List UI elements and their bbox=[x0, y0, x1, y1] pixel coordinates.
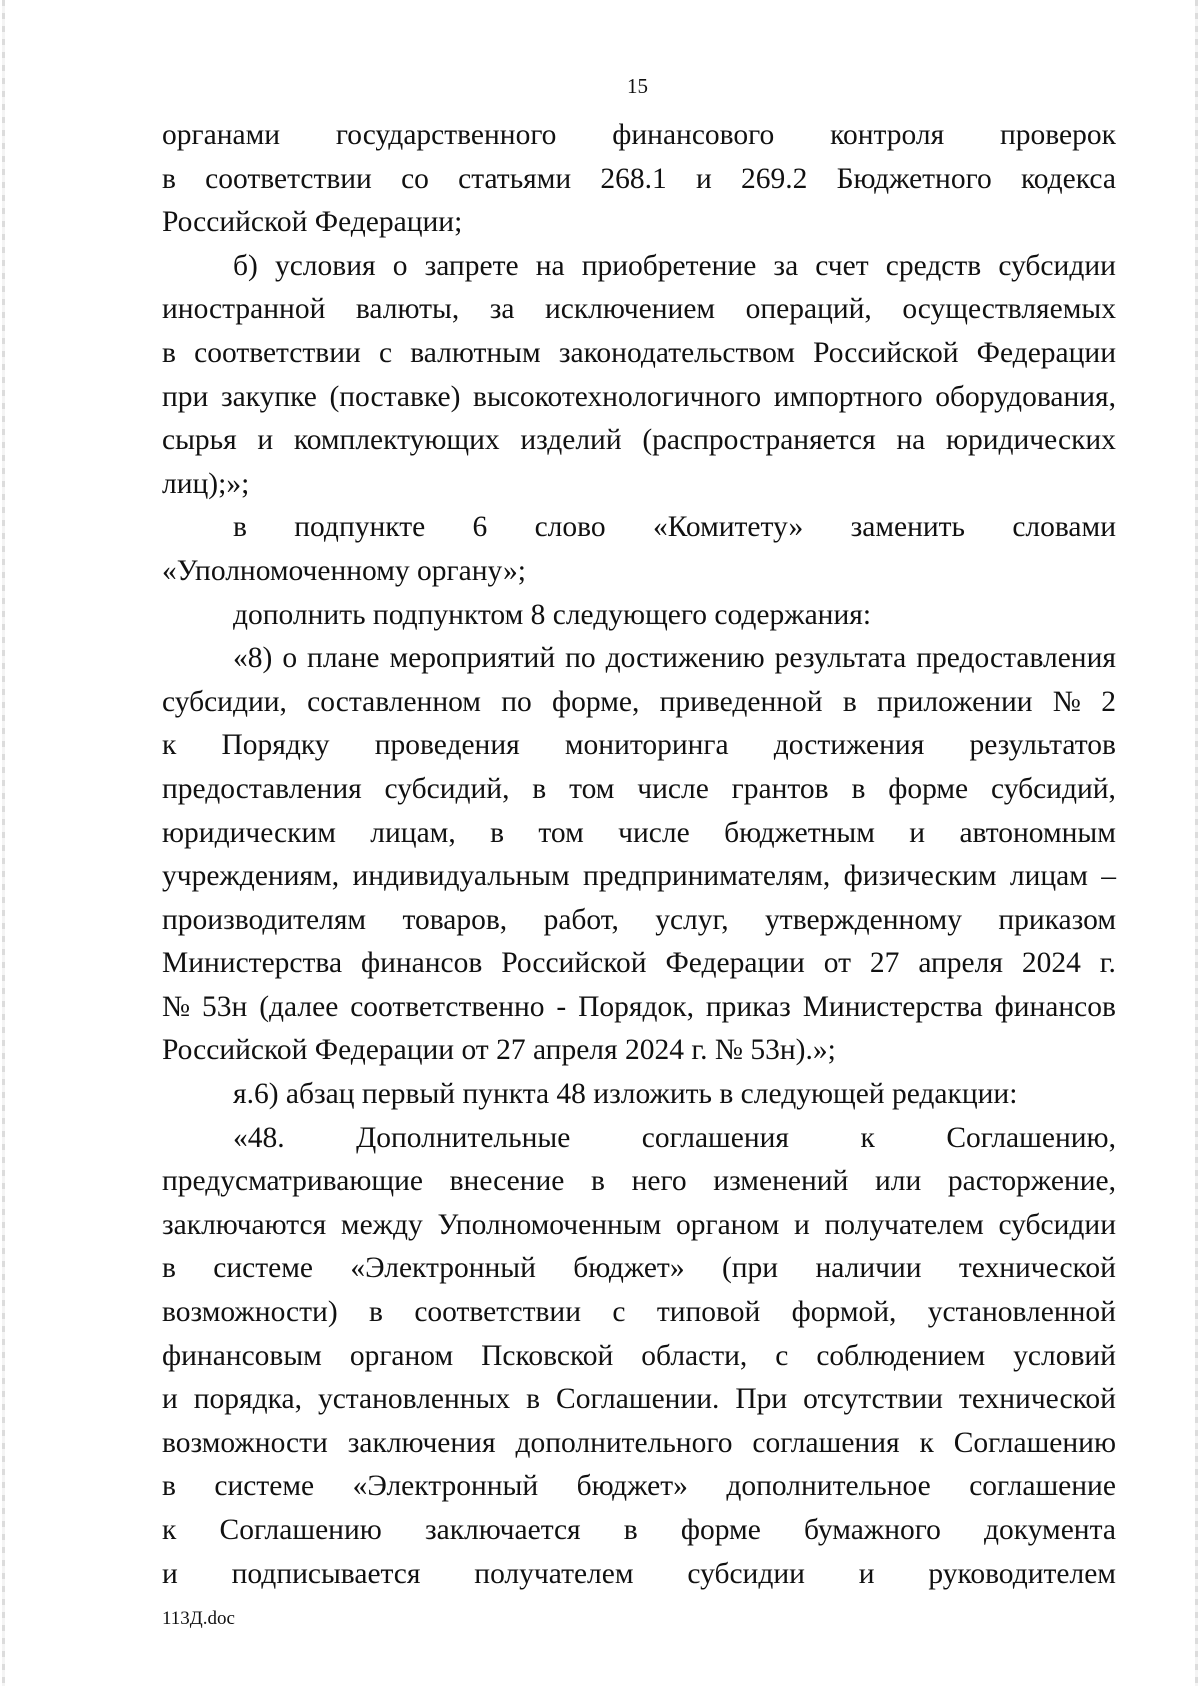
word: или bbox=[874, 1165, 922, 1198]
text-line bbox=[162, 812, 1116, 856]
text-line bbox=[162, 1160, 1116, 1204]
word: внесение bbox=[449, 1165, 565, 1198]
word: форме bbox=[680, 1514, 761, 1546]
word: операций, bbox=[745, 293, 872, 326]
word: руководителем bbox=[928, 1557, 1116, 1590]
word: предпринимателям, bbox=[583, 860, 831, 893]
word: закупке bbox=[220, 380, 317, 413]
word: утвержденному bbox=[765, 903, 962, 936]
word: Соглашению bbox=[219, 1514, 382, 1546]
text-line bbox=[162, 1291, 1116, 1335]
word: возможности bbox=[162, 1426, 328, 1459]
word: в bbox=[233, 511, 247, 544]
word: том bbox=[538, 816, 584, 849]
word: Псковской bbox=[481, 1339, 614, 1372]
word: о bbox=[282, 642, 298, 675]
footer-filename: 113Д.doc bbox=[162, 1608, 235, 1629]
word: отсутствии bbox=[803, 1383, 943, 1416]
word: финансовым bbox=[162, 1339, 322, 1372]
text-line bbox=[162, 724, 1116, 768]
text-line bbox=[162, 899, 1116, 943]
word: Порядку bbox=[221, 729, 330, 762]
word: органом bbox=[349, 1339, 454, 1372]
text-line bbox=[162, 942, 1116, 986]
word: соответственно bbox=[350, 990, 545, 1023]
word: условий bbox=[1013, 1339, 1116, 1372]
word: «Электронный bbox=[350, 1252, 536, 1285]
text-line bbox=[162, 376, 1116, 420]
word: него bbox=[631, 1165, 687, 1198]
text-line bbox=[162, 288, 1116, 332]
word: учреждениям, bbox=[162, 860, 340, 893]
word: установленных bbox=[317, 1383, 511, 1416]
word: с bbox=[612, 1296, 626, 1329]
word: предоставления bbox=[162, 772, 362, 805]
word: «Комитету» bbox=[652, 511, 804, 544]
word: – bbox=[1101, 860, 1116, 893]
text-line: дополнить подпунктом 8 следующего содержания: bbox=[233, 598, 872, 631]
word: сырья bbox=[162, 424, 237, 457]
text-line bbox=[162, 114, 1116, 158]
word: к bbox=[919, 1426, 934, 1459]
word: словами bbox=[1012, 511, 1116, 544]
word: статьями bbox=[458, 162, 572, 195]
word: по bbox=[501, 685, 532, 718]
word: № bbox=[1052, 685, 1081, 718]
word: автономным bbox=[959, 816, 1116, 849]
word: соблюдением bbox=[816, 1339, 986, 1372]
word: Уполномоченным bbox=[437, 1208, 662, 1241]
word: результатов bbox=[969, 729, 1116, 762]
text-line: Российской Федерации от 27 апреля 2024 г. № 53н).»; bbox=[162, 1034, 836, 1067]
word: подпункте bbox=[294, 511, 426, 544]
word: том bbox=[569, 772, 615, 805]
word: форме, bbox=[552, 685, 640, 718]
word: импортного bbox=[773, 380, 923, 413]
word: дополнительного bbox=[515, 1426, 733, 1459]
word: бюджетным bbox=[724, 816, 875, 849]
word: в bbox=[490, 816, 505, 849]
word: финансов bbox=[994, 990, 1116, 1023]
word: соглашения bbox=[752, 1426, 900, 1459]
word: области, bbox=[641, 1339, 748, 1372]
word: в bbox=[532, 772, 547, 805]
word: в bbox=[162, 1252, 176, 1285]
word: возможности) bbox=[162, 1296, 338, 1329]
word: условия bbox=[274, 249, 376, 282]
text-line bbox=[162, 1378, 1116, 1422]
text-line: лиц);»; bbox=[162, 467, 250, 500]
word: приказом bbox=[998, 903, 1116, 936]
word: расторжение, bbox=[947, 1165, 1116, 1198]
word: соглашения bbox=[641, 1121, 789, 1154]
word: соответствии bbox=[205, 162, 372, 195]
word: достижению bbox=[605, 642, 765, 675]
text-line bbox=[162, 637, 1116, 681]
word: изделий bbox=[520, 424, 622, 457]
word: (далее bbox=[259, 990, 339, 1023]
word: «48. bbox=[233, 1121, 285, 1154]
word: Федерации bbox=[976, 336, 1116, 369]
word: 6 bbox=[472, 511, 488, 544]
word: 27 bbox=[869, 947, 900, 980]
word: получателем bbox=[824, 1208, 984, 1241]
word: в bbox=[162, 1470, 176, 1503]
word: и bbox=[695, 162, 712, 195]
word: в bbox=[851, 772, 866, 805]
word: «Электронный bbox=[352, 1470, 539, 1503]
word: услуг, bbox=[655, 903, 729, 936]
word: о bbox=[392, 249, 408, 282]
word: заключается bbox=[424, 1514, 581, 1546]
text-line bbox=[162, 245, 1116, 289]
word: Соглашению bbox=[953, 1426, 1116, 1459]
word: 2024 bbox=[1021, 947, 1081, 980]
word: работ, bbox=[543, 903, 619, 936]
word: (поставке) bbox=[329, 380, 461, 413]
word: слово bbox=[534, 511, 606, 544]
word: (распространяется bbox=[642, 424, 876, 457]
word: Российской bbox=[813, 336, 959, 369]
word: за bbox=[489, 293, 515, 326]
word: в bbox=[162, 336, 176, 369]
word: - bbox=[556, 990, 567, 1023]
word: подписывается bbox=[231, 1557, 421, 1590]
word: в bbox=[591, 1165, 605, 1198]
word: от bbox=[823, 947, 851, 980]
word: установленной bbox=[927, 1296, 1116, 1329]
word: системе bbox=[214, 1470, 315, 1503]
text-line bbox=[162, 506, 1116, 550]
text-line bbox=[162, 1204, 1116, 1248]
word: соответствии bbox=[194, 336, 361, 369]
text-line bbox=[162, 1247, 1116, 1291]
word: к bbox=[162, 729, 177, 762]
text-line bbox=[162, 1465, 1116, 1509]
word: финансового bbox=[612, 119, 775, 151]
word: наличии bbox=[815, 1252, 922, 1285]
word: Министерства bbox=[162, 947, 343, 980]
word: числе bbox=[637, 772, 709, 805]
word: достижения bbox=[773, 729, 925, 762]
word: с bbox=[775, 1339, 789, 1372]
word: и bbox=[909, 816, 926, 849]
word: финансов bbox=[360, 947, 483, 980]
word: приведенной bbox=[659, 685, 823, 718]
word: юридических bbox=[945, 424, 1116, 457]
word: соглашение bbox=[969, 1470, 1116, 1503]
word: органом bbox=[675, 1208, 780, 1241]
word: оборудования, bbox=[935, 380, 1116, 413]
word: юридическим bbox=[162, 816, 336, 849]
text-line: я.6) абзац первый пункта 48 изложить в следующей редакции: bbox=[233, 1078, 1018, 1111]
word: законодательством bbox=[558, 336, 795, 369]
word: соответствии bbox=[414, 1296, 581, 1329]
word: в bbox=[842, 685, 857, 718]
word: бумажного bbox=[804, 1514, 941, 1546]
word: приобретение bbox=[581, 249, 757, 282]
word: высокотехнологичного bbox=[473, 380, 762, 413]
word: При bbox=[735, 1383, 788, 1416]
word: предоставления bbox=[916, 642, 1116, 675]
word: иностранной bbox=[162, 293, 326, 326]
word: Соглашению, bbox=[946, 1121, 1116, 1154]
word: на bbox=[535, 249, 565, 282]
word: счет bbox=[815, 249, 869, 282]
word: получателем bbox=[474, 1557, 634, 1590]
text-line bbox=[162, 419, 1116, 463]
word: контроля bbox=[830, 119, 945, 151]
word: кодекса bbox=[1020, 162, 1116, 195]
document-body bbox=[162, 114, 1116, 1596]
word: субсидий, bbox=[991, 772, 1116, 805]
word: грантов bbox=[731, 772, 829, 805]
word: и bbox=[162, 1383, 178, 1416]
text-line bbox=[162, 986, 1116, 1030]
word: в bbox=[526, 1383, 541, 1416]
word: валютным bbox=[410, 336, 541, 369]
text-line: «Уполномоченному органу»; bbox=[162, 554, 526, 587]
word: (при bbox=[721, 1252, 779, 1285]
word: мероприятий bbox=[389, 642, 556, 675]
scan-edge-right bbox=[1195, 0, 1198, 1686]
word: индивидуальным bbox=[352, 860, 570, 893]
word: мониторинга bbox=[564, 729, 729, 762]
word: типовой bbox=[656, 1296, 761, 1329]
word: формой, bbox=[791, 1296, 897, 1329]
word: лицам bbox=[1009, 860, 1088, 893]
word: и bbox=[257, 424, 274, 457]
word: лицам, bbox=[370, 816, 456, 849]
word: со bbox=[401, 162, 429, 195]
word: заключаются bbox=[162, 1208, 327, 1241]
text-line bbox=[162, 1509, 1116, 1553]
word: с bbox=[378, 336, 393, 369]
word: государственного bbox=[335, 119, 557, 151]
word: и bbox=[162, 1557, 178, 1590]
word: к bbox=[860, 1121, 875, 1154]
word: заключения bbox=[347, 1426, 496, 1459]
word: форме bbox=[888, 772, 969, 805]
word: в bbox=[162, 162, 176, 195]
word: в bbox=[623, 1514, 638, 1546]
word: производителям bbox=[162, 903, 367, 936]
word: осуществляемых bbox=[902, 293, 1116, 326]
word: 2 bbox=[1101, 685, 1116, 718]
text-line: Российской Федерации; bbox=[162, 206, 463, 239]
word: товаров, bbox=[402, 903, 508, 936]
word: запрете bbox=[424, 249, 519, 282]
word: по bbox=[565, 642, 596, 675]
word: между bbox=[340, 1208, 423, 1241]
word: субсидии bbox=[998, 1208, 1116, 1241]
word: заменить bbox=[850, 511, 966, 544]
word: комплектующих bbox=[293, 424, 500, 457]
word: средств bbox=[885, 249, 982, 282]
word: технической bbox=[958, 1252, 1116, 1285]
word: проведения bbox=[374, 729, 520, 762]
text-line bbox=[162, 158, 1116, 202]
word: б) bbox=[233, 249, 258, 282]
word: субсидий, bbox=[384, 772, 510, 805]
page-number: 15 bbox=[627, 74, 648, 98]
text-line bbox=[162, 332, 1116, 376]
word: субсидии, bbox=[162, 685, 287, 718]
word: Дополнительные bbox=[356, 1121, 571, 1154]
word: приказ bbox=[705, 990, 791, 1023]
word: 268.1 bbox=[600, 162, 667, 195]
word: субсидии bbox=[998, 249, 1116, 282]
word: бюджет» bbox=[576, 1470, 688, 1503]
word: предусматривающие bbox=[162, 1165, 423, 1198]
word: Федерации bbox=[665, 947, 805, 980]
word: физическим bbox=[843, 860, 997, 893]
word: валюты, bbox=[355, 293, 460, 326]
word: Соглашении. bbox=[556, 1383, 720, 1416]
word: за bbox=[773, 249, 799, 282]
word: дополнительное bbox=[726, 1470, 931, 1503]
word: системе bbox=[213, 1252, 314, 1285]
word: при bbox=[162, 380, 209, 413]
word: приложении bbox=[877, 685, 1033, 718]
word: исключением bbox=[544, 293, 716, 326]
word: порядка, bbox=[193, 1383, 302, 1416]
word: Российской bbox=[501, 947, 647, 980]
word: 53н bbox=[202, 990, 248, 1023]
word: в bbox=[369, 1296, 383, 1329]
word: на bbox=[896, 424, 926, 457]
text-line bbox=[162, 855, 1116, 899]
word: плане bbox=[307, 642, 380, 675]
text-line bbox=[162, 768, 1116, 812]
word: технической bbox=[958, 1383, 1116, 1416]
word: Порядок, bbox=[578, 990, 694, 1023]
text-line bbox=[162, 681, 1116, 725]
word: бюджет» bbox=[573, 1252, 685, 1285]
word: проверок bbox=[999, 119, 1116, 151]
word: числе bbox=[618, 816, 690, 849]
word: Бюджетного bbox=[836, 162, 992, 195]
word: к bbox=[162, 1514, 177, 1546]
word: № bbox=[162, 990, 191, 1023]
word: субсидии bbox=[687, 1557, 805, 1590]
word: и bbox=[794, 1208, 810, 1241]
word: изменений bbox=[713, 1165, 849, 1198]
word: составленном bbox=[307, 685, 481, 718]
word: «8) bbox=[233, 642, 273, 675]
text-line bbox=[162, 1553, 1116, 1597]
text-line bbox=[162, 1335, 1116, 1379]
word: 269.2 bbox=[741, 162, 808, 195]
word: Министерства bbox=[802, 990, 983, 1023]
text-line bbox=[162, 1117, 1116, 1161]
scan-edge-left bbox=[2, 0, 5, 1686]
word: документа bbox=[984, 1514, 1116, 1546]
word: г. bbox=[1099, 947, 1116, 980]
word: и bbox=[858, 1557, 875, 1590]
word: органами bbox=[162, 119, 281, 151]
word: результата bbox=[774, 642, 907, 675]
word: апреля bbox=[918, 947, 1003, 980]
text-line bbox=[162, 1422, 1116, 1466]
